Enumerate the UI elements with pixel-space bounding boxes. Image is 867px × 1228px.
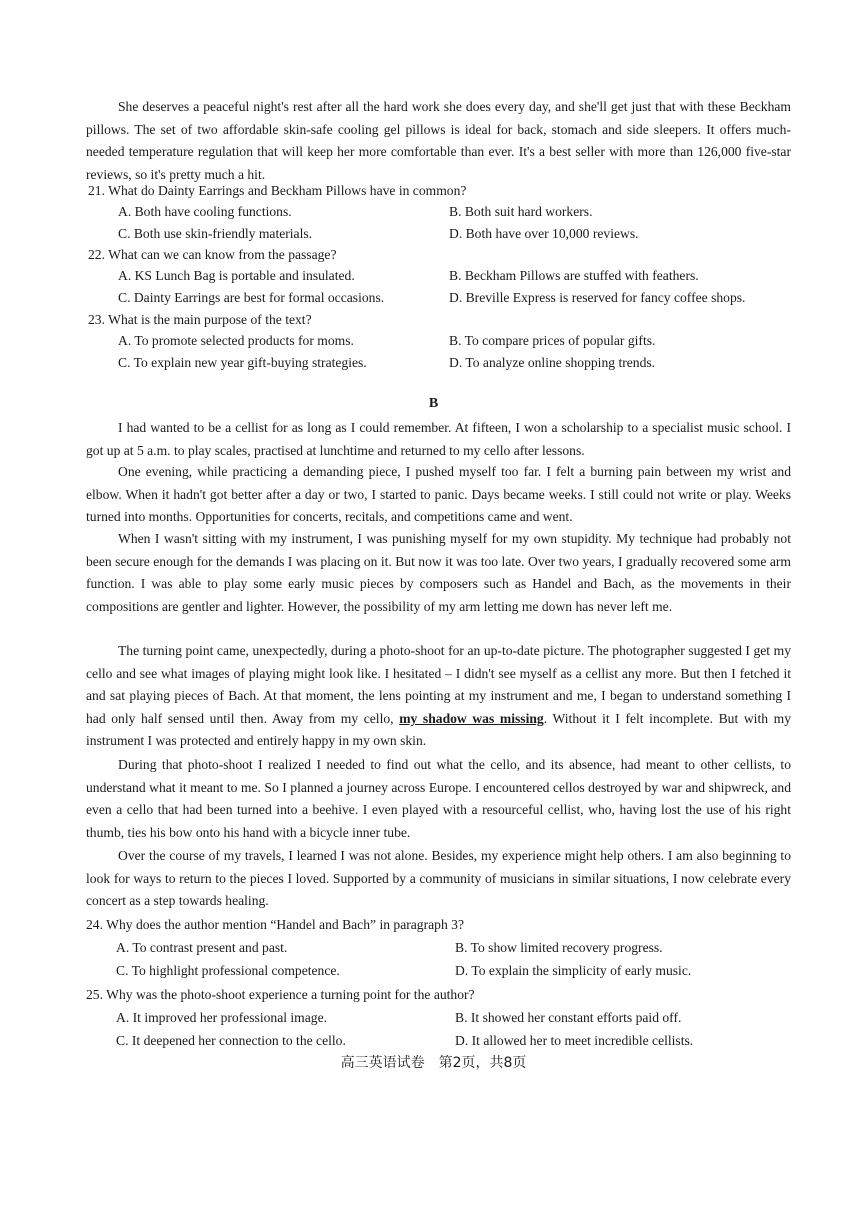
question-25-option-a: A. It improved her professional image. xyxy=(116,1010,328,1025)
page-footer: 高三英语试卷 第2页，共8页 xyxy=(340,1055,527,1071)
question-21-stem: 21. What do Dainty Earrings and Beckham Pillows have in common? xyxy=(88,183,467,198)
question-23-option-b: B. To compare prices of popular gifts. xyxy=(449,333,656,348)
question-23-stem: 23. What is the main purpose of the text? xyxy=(88,312,312,327)
question-23-option-d: D. To analyze online shopping trends. xyxy=(449,355,656,370)
passage-b-paragraph-3: When I wasn't sitting with my instrument, I was punishing myself for my own stupidity. My technique had probably not been secure enough for the demands I was placing on it. But now it was too late. Over two years, I gradually recovered some arm function. I was able to play some early music pieces by composers such as Handel and Bach, as the movements in their compositions are gentler and lighter. However, the possibility of my arm letting me down has never left me. xyxy=(86,531,791,614)
question-25-option-d: D. It allowed her to meet incredible cellists. xyxy=(455,1033,694,1048)
p4-text-before: The turning point came, unexpectedly, during a photo-shoot for an up-to-date picture. The photographer suggested I get my cello and see what images of playing might look like. I hesitated – I didn't see myself as a cellist any more. But then I fetched it and sat playing pieces of Bach. At that moment, the lens pointing at my instrument and me, I began to understand something I had only half sensed until then. Away from my cello, xyxy=(86,643,791,726)
question-23-option-a: A. To promote selected products for moms. xyxy=(118,333,354,348)
question-22-option-b: B. Beckham Pillows are stuffed with feathers. xyxy=(449,268,699,283)
passage-a-paragraph: She deserves a peaceful night's rest after all the hard work she does every day, and she'll get just that with these Beckham pillows. The set of two affordable skin-safe cooling gel pillows is ideal for back, stomach and side sleepers. It offers much-needed temperature regulation that will keep her more comfortable than ever. It's a best seller with more than 126,000 five-star reviews, so it's pretty much a hit. xyxy=(86,99,791,182)
question-24-option-a: A. To contrast present and past. xyxy=(116,940,288,955)
question-22-option-c: C. Dainty Earrings are best for formal occasions. xyxy=(118,290,385,305)
section-b-heading: B xyxy=(428,396,439,411)
question-25-stem: 25. Why was the photo-shoot experience a turning point for the author? xyxy=(86,987,475,1002)
question-25-option-b: B. It showed her constant efforts paid off. xyxy=(455,1010,682,1025)
question-21-option-d: D. Both have over 10,000 reviews. xyxy=(449,226,639,241)
passage-b-paragraph-5: During that photo-shoot I realized I needed to find out what the cello, and its absence, had meant to other cellists, to understand what it meant to me. So I planned a journey across Europe. I encountered cellos destroyed by war and shipwreck, and even a cello that had been turned into a beehive. I even played with a resourceful cellist, who, having lost the use of his right thumb, ties his bow onto his hand with a bicycle inner tube. xyxy=(86,757,791,840)
question-21-option-b: B. Both suit hard workers. xyxy=(449,204,593,219)
question-25-option-c: C. It deepened her connection to the cello. xyxy=(116,1033,346,1048)
question-21-option-a: A. Both have cooling functions. xyxy=(118,204,292,219)
passage-b-paragraph-2: One evening, while practicing a demanding piece, I pushed myself too far. I felt a burning pain between my wrist and elbow. When it hadn't got better after a day or two, I started to panic. Days became weeks. I still could not write or play. Weeks turned into months. Opportunities for concerts, recitals, and competitions came and went. xyxy=(86,464,791,525)
passage-b-paragraph-4 xyxy=(86,640,791,753)
passage-b-paragraph-6: Over the course of my travels, I learned I was not alone. Besides, my experience might help others. I am also beginning to look for ways to return to the pieces I loved. Supported by a community of musicians in similar situations, I now celebrate every concert as a step towards healing. xyxy=(86,848,791,909)
question-21-option-c: C. Both use skin-friendly materials. xyxy=(118,226,313,241)
question-23-option-c: C. To explain new year gift-buying strategies. xyxy=(118,355,367,370)
question-24-option-c: C. To highlight professional competence. xyxy=(116,963,340,978)
underlined-phrase: my shadow was missing xyxy=(399,710,544,726)
question-24-option-b: B. To show limited recovery progress. xyxy=(455,940,663,955)
question-22-option-a: A. KS Lunch Bag is portable and insulated. xyxy=(118,268,355,283)
question-22-stem: 22. What can we can know from the passage? xyxy=(88,247,337,262)
passage-b-paragraph-1: I had wanted to be a cellist for as long as I could remember. At fifteen, I won a scholarship to a specialist music school. I got up at 5 a.m. to play scales, practised at lunchtime and returned to my cello after lessons. xyxy=(86,420,791,458)
question-22-option-d: D. Breville Express is reserved for fancy coffee shops. xyxy=(449,290,746,305)
question-24-stem: 24. Why does the author mention “Handel and Bach” in paragraph 3? xyxy=(86,917,464,932)
question-24-option-d: D. To explain the simplicity of early music. xyxy=(455,963,692,978)
p4-text-after: . Without it I felt incomplete. But with my instrument I was protected and entirely happy in my own skin. xyxy=(86,710,792,749)
